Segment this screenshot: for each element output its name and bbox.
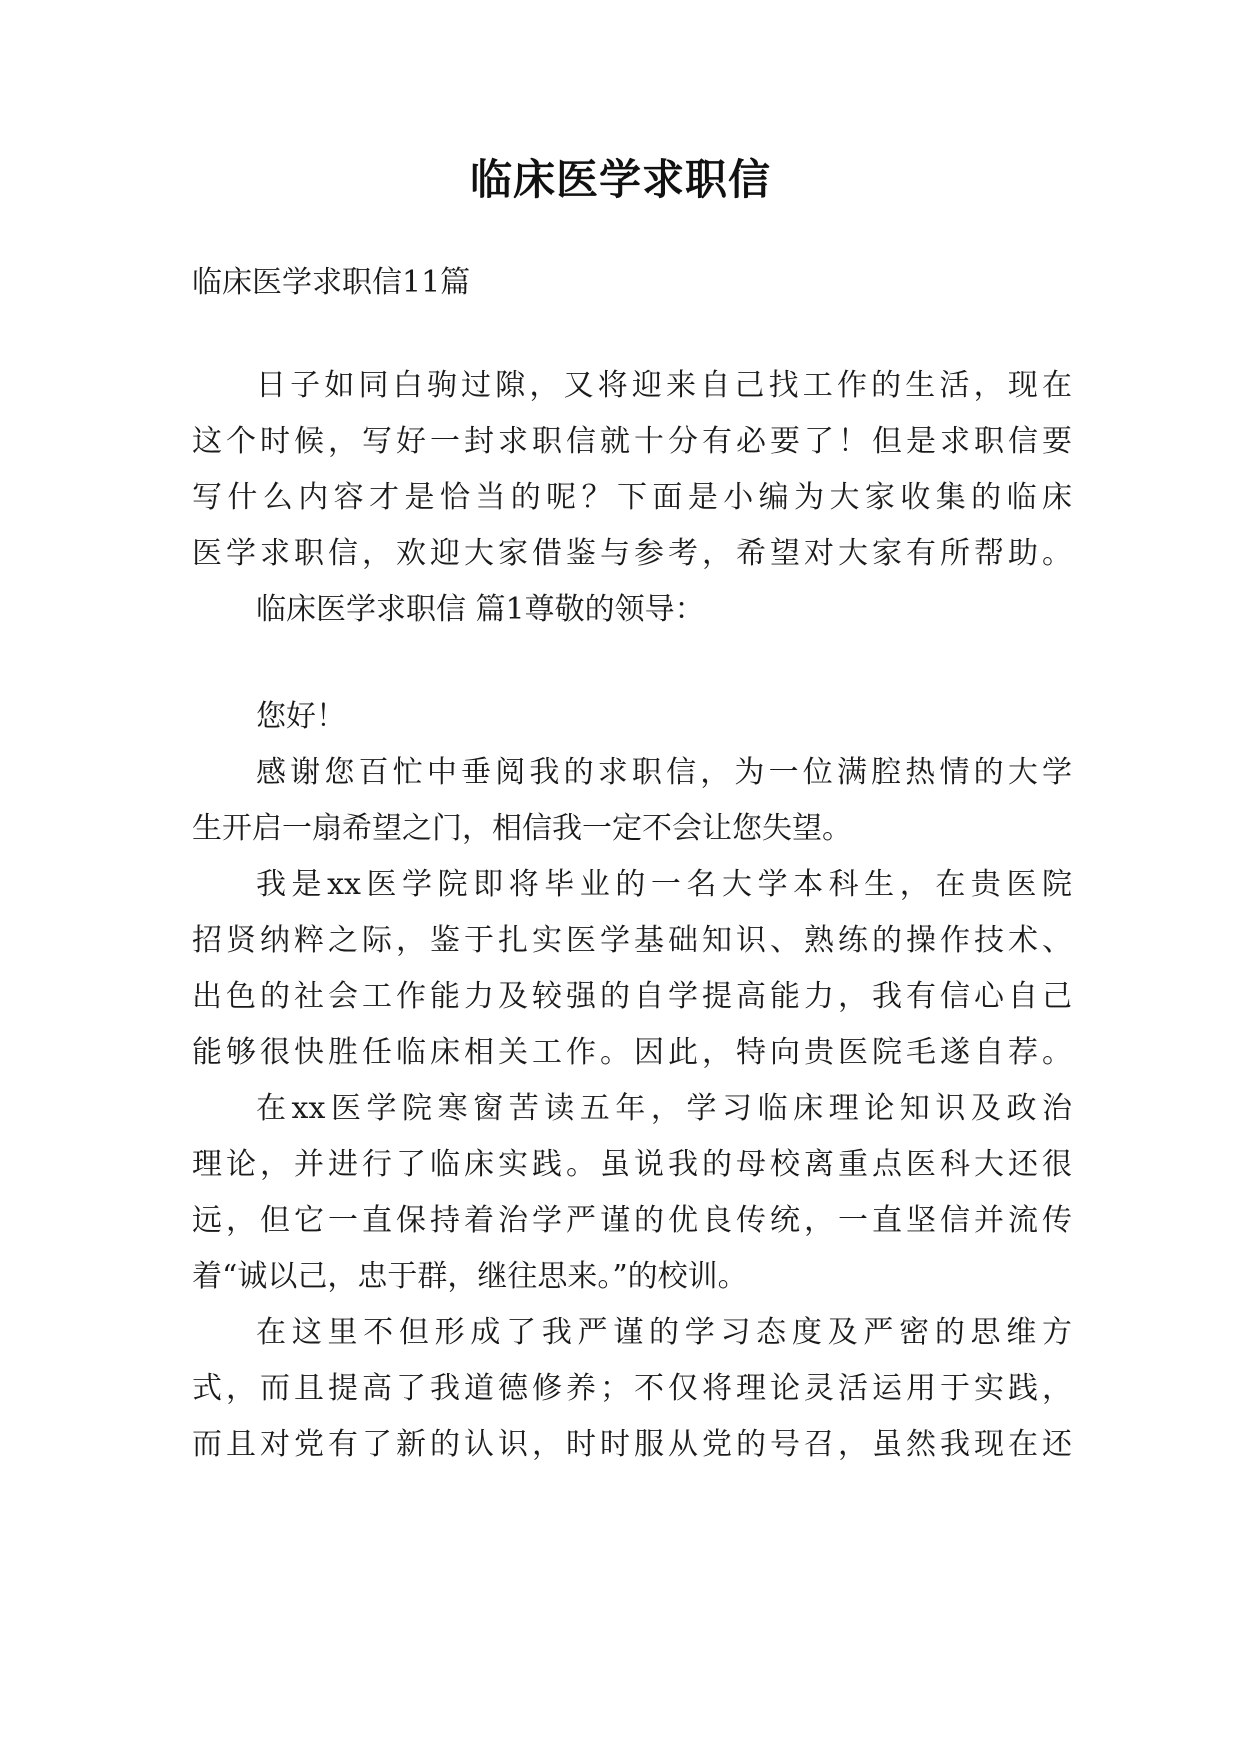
intro-line: 写什么内容才是恰当的呢？下面是小编为大家收集的临床	[192, 480, 1072, 515]
paragraph-line: 式，而且提高了我道德修养；不仅将理论灵活运用于实践，	[192, 1371, 1072, 1406]
paragraph-line: 招贤纳粹之际，鉴于扎实医学基础知识、熟练的操作技术、	[192, 923, 1072, 958]
paragraph-line: 远，但它一直保持着治学严谨的优良传统，一直坚信并流传	[192, 1203, 1072, 1238]
section-heading: 临床医学求职信 篇1尊敬的领导：	[256, 592, 705, 627]
paragraph-line: 我是xx医学院即将毕业的一名大学本科生，在贵医院	[256, 867, 1072, 902]
intro-line: 日子如同白驹过隙，又将迎来自己找工作的生活，现在	[256, 368, 1072, 403]
paragraph-line: 感谢您百忙中垂阅我的求职信，为一位满腔热情的大学	[256, 755, 1072, 790]
intro-line: 医学求职信，欢迎大家借鉴与参考，希望对大家有所帮助。	[192, 536, 1072, 571]
paragraph-line: 在xx医学院寒窗苦读五年，学习临床理论知识及政治	[256, 1091, 1072, 1126]
document-subtitle: 临床医学求职信11篇	[192, 265, 471, 300]
greeting: 您好！	[256, 699, 346, 734]
paragraph-line: 而且对党有了新的认识，时时服从党的号召，虽然我现在还	[192, 1427, 1072, 1462]
paragraph-line: 能够很快胜任临床相关工作。因此，特向贵医院毛遂自荐。	[192, 1035, 1072, 1070]
intro-line: 这个时候，写好一封求职信就十分有必要了！但是求职信要	[192, 424, 1072, 459]
page-title: 临床医学求职信	[469, 155, 771, 204]
paragraph-line: 在这里不但形成了我严谨的学习态度及严密的思维方	[256, 1315, 1072, 1350]
paragraph-line: 出色的社会工作能力及较强的自学提高能力，我有信心自己	[192, 979, 1072, 1014]
paragraph-line: 生开启一扇希望之门，相信我一定不会让您失望。	[192, 811, 852, 846]
paragraph-line: 理论，并进行了临床实践。虽说我的母校离重点医科大还很	[192, 1147, 1072, 1182]
paragraph-line: 着“诚以己，忠于群，继往思来。”的校训。	[192, 1259, 748, 1294]
